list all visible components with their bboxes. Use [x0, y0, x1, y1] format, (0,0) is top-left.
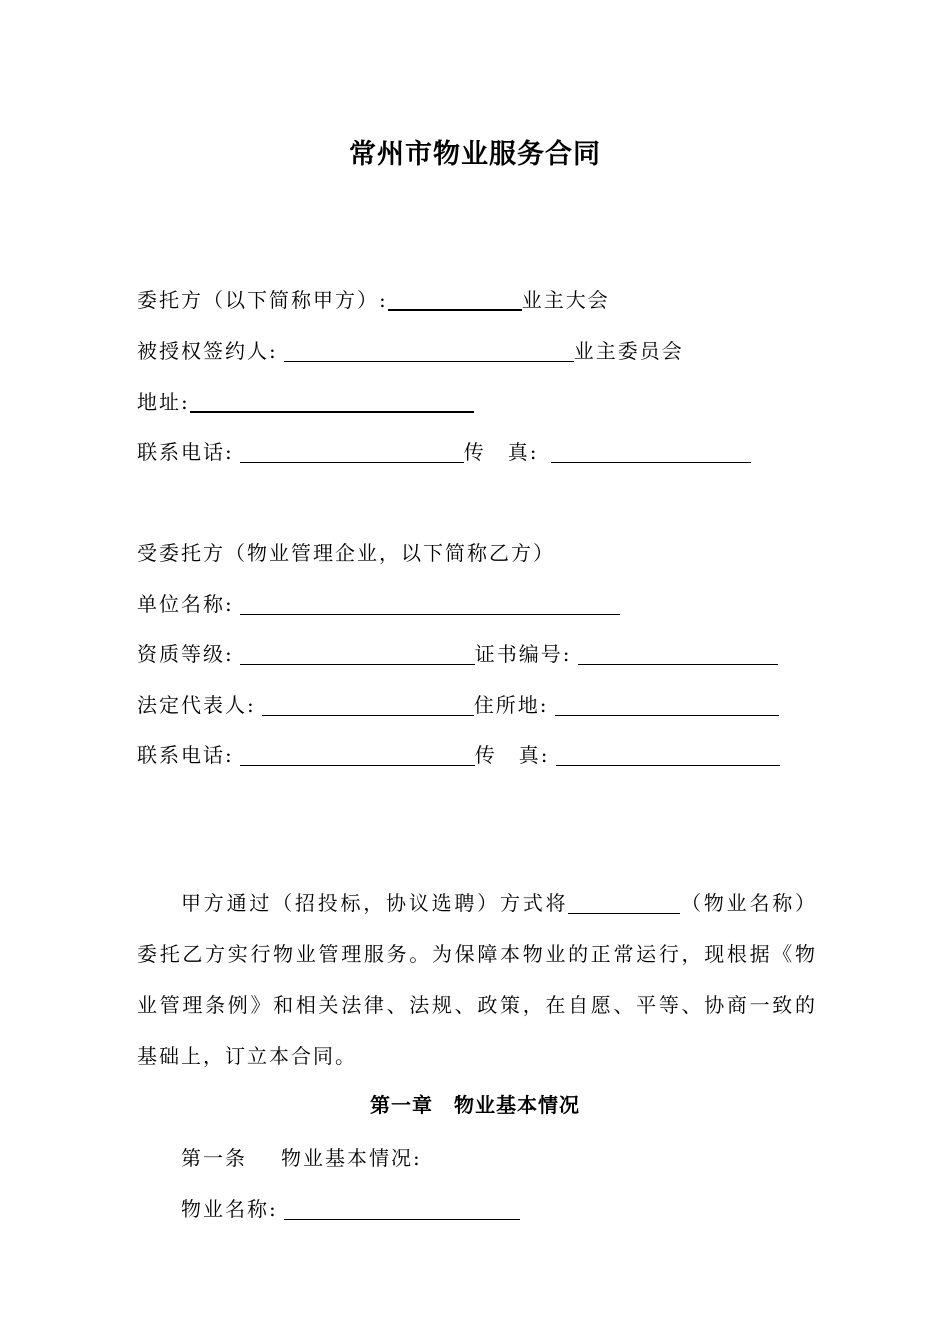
- party-a-contact-line: [137, 438, 751, 466]
- party-a-line: [137, 286, 610, 314]
- address-line: [137, 388, 474, 416]
- document-title: 常州市物业服务合同: [349, 139, 601, 170]
- company-name-blank[interactable]: [240, 592, 620, 615]
- party-a-phone-label: 联系电话:: [137, 440, 234, 464]
- signer-blank[interactable]: [284, 339, 574, 362]
- signer-suffix: 业主委员会: [573, 339, 684, 363]
- party-b-phone-label: 联系电话:: [137, 743, 234, 767]
- party-a-fax-label: 传 真:: [463, 440, 539, 464]
- intro-paragraph: [137, 878, 817, 1082]
- rep-line: [137, 691, 779, 719]
- company-name-label: 单位名称:: [137, 592, 234, 616]
- party-a-fax-blank[interactable]: [551, 440, 751, 463]
- party-a-blank[interactable]: [388, 287, 522, 311]
- party-a-label: 委托方（以下简称甲方）:: [137, 288, 388, 312]
- rep-blank[interactable]: [262, 693, 474, 716]
- signer-line: [137, 337, 684, 365]
- article-1-text: 物业基本情况:: [281, 1146, 422, 1170]
- property-name-blank[interactable]: [284, 1197, 520, 1220]
- grade-blank[interactable]: [240, 642, 475, 665]
- property-name-line: [181, 1195, 520, 1223]
- party-a-suffix: 业主大会: [521, 288, 610, 312]
- article-1-line: [181, 1144, 422, 1172]
- grade-line: [137, 640, 778, 668]
- cert-blank[interactable]: [578, 642, 778, 665]
- residence-blank[interactable]: [555, 693, 779, 716]
- party-b-fax-label: 传 真:: [474, 743, 550, 767]
- intro-part1: 甲方通过（招投标，协议选聘）方式将: [181, 891, 569, 915]
- rep-label: 法定代表人:: [137, 693, 256, 717]
- chapter-1-heading: 第一章 物业基本情况: [370, 1093, 580, 1117]
- party-b-fax-blank[interactable]: [556, 743, 780, 766]
- party-b-phone-blank[interactable]: [240, 743, 475, 766]
- cert-label: 证书编号:: [474, 642, 572, 666]
- intro-part2: （物业名称）委托乙方实行物业管理服务。为保障本物业的正常运行，现根据《物业管理条例》和相关法律、法规、政策，在自愿、平等、协商一致的基础上，订立本合同。: [137, 891, 818, 1068]
- party-b-label: 受委托方（物业管理企业，以下简称乙方）: [137, 541, 555, 565]
- grade-label: 资质等级:: [137, 642, 234, 666]
- party-b-contact-line: [137, 741, 780, 769]
- company-name-line: [137, 590, 620, 618]
- party-a-phone-blank[interactable]: [240, 440, 464, 463]
- intro-property-blank[interactable]: [568, 891, 680, 914]
- property-name-label: 物业名称:: [181, 1197, 278, 1221]
- residence-label: 住所地:: [473, 693, 549, 717]
- address-label: 地址:: [137, 390, 190, 414]
- article-1-label: 第一条: [181, 1146, 247, 1170]
- signer-label: 被授权签约人:: [137, 339, 278, 363]
- address-blank[interactable]: [190, 389, 474, 413]
